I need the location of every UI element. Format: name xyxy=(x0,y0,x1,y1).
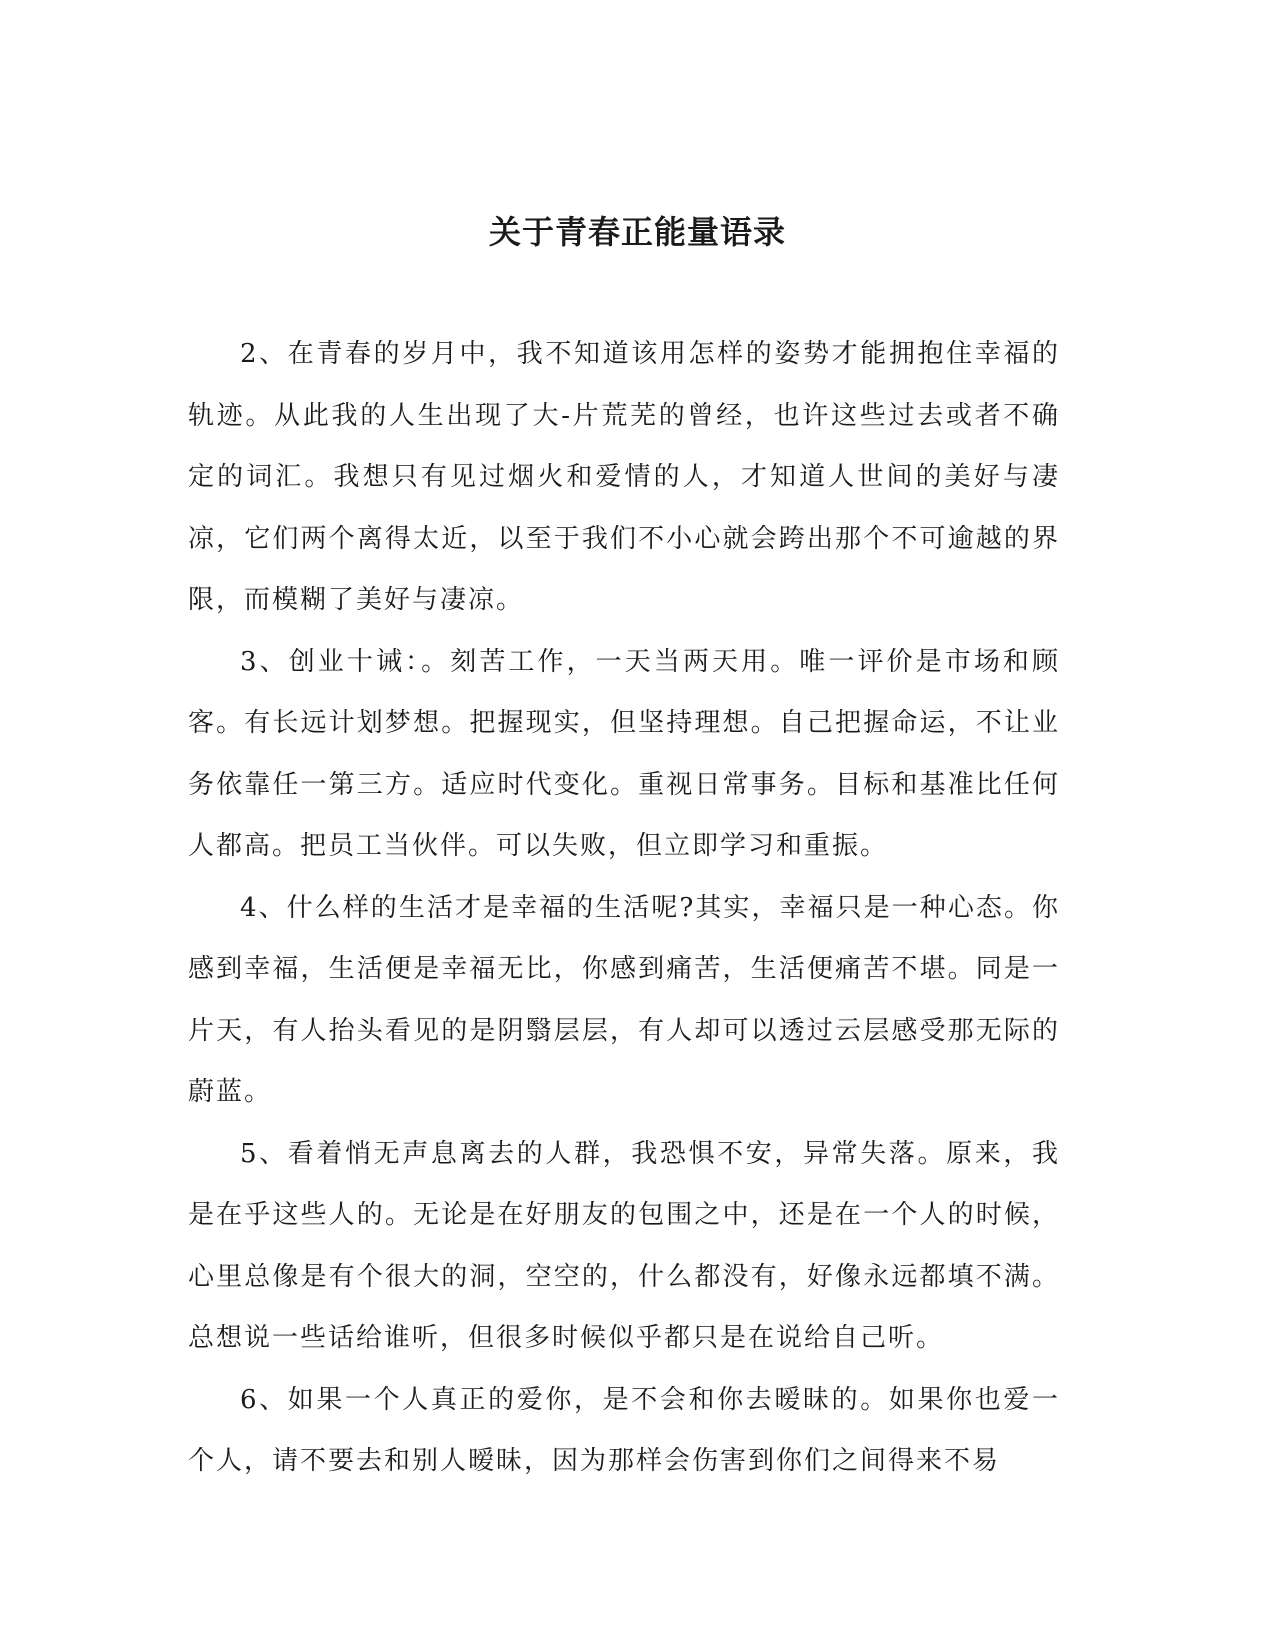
paragraph-3: 3、创业十诫：。刻苦工作，一天当两天用。唯一评价是市场和顾客。有长远计划梦想。把握现实，但坚持理想。自己把握命运，不让业务依靠任一第三方。适应时代变化。重视日常事务。目标和基准比任何人都高。把员工当伙伴。可以失败，但立即学习和重振。 xyxy=(188,646,1060,861)
paragraph-6: 6、如果一个人真正的爱你，是不会和你去暧昧的。如果你也爱一个人，请不要去和别人暧昧，因为那样会伤害到你们之间得来不易 xyxy=(188,1384,1060,1476)
document-title: 关于青春正能量语录 xyxy=(488,213,786,251)
paragraph-4: 4、什么样的生活才是幸福的生活呢?其实，幸福只是一种心态。你感到幸福，生活便是幸福无比，你感到痛苦，生活便痛苦不堪。同是一片天，有人抬头看见的是阴翳层层，有人却可以透过云层感受那无际的蔚蓝。 xyxy=(188,892,1060,1107)
paragraph-5: 5、看着悄无声息离去的人群，我恐惧不安，异常失落。原来，我是在乎这些人的。无论是在好朋友的包围之中，还是在一个人的时候，心里总像是有个很大的洞，空空的，什么都没有，好像永远都填不满。总想说一些话给谁听，但很多时候似乎都只是在说给自己听。 xyxy=(188,1138,1060,1353)
paragraph-2: 2、在青春的岁月中，我不知道该用怎样的姿势才能拥抱住幸福的轨迹。从此我的人生出现了大-片荒芜的曾经，也许这些过去或者不确定的词汇。我想只有见过烟火和爱情的人，才知道人世间的美好与凄凉，它们两个离得太近，以至于我们不小心就会跨出那个不可逾越的界限，而模糊了美好与凄凉。 xyxy=(188,339,1060,615)
document-body xyxy=(188,324,1060,1493)
